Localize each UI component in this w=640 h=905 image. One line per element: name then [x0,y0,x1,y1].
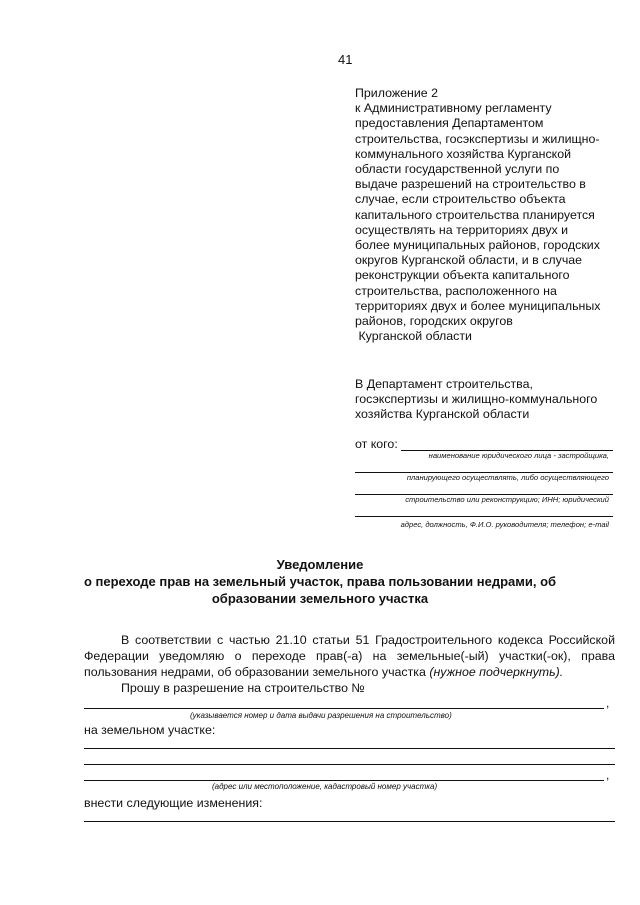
sender-hint: наименование юридического лица - застройщика, [428,451,609,460]
document-title [60,556,580,607]
comma: , [606,768,610,782]
land-plot-label: на земельном участке: [84,723,216,737]
appendix-line: реконструкции объекта капитального [355,268,570,283]
appendix-line: Приложение 2 [355,86,439,100]
sender-hint: строительство или реконструкцию; ИНН; юридический [405,495,609,504]
changes-label: внести следующие изменения: [84,796,263,810]
appendix-line: предоставления Департаментом [355,116,544,131]
appendix-line: коммунального хозяйства Курганской [355,146,572,161]
comma: , [606,696,610,710]
addressee-line: хозяйства Курганской области [355,407,530,422]
land-plot-field[interactable] [84,764,615,765]
sender-field-line[interactable] [355,462,613,473]
sender-block [355,437,613,530]
title-line: образовании земельного участка [211,591,429,606]
addressee-line: В Департамент строительства, [355,377,533,391]
appendix-line: районов, городских округов [355,314,513,329]
land-plot-field[interactable] [84,748,615,749]
sender-hint: адрес, должность, Ф.И.О. руководителя; телефон; e-mail [400,520,609,529]
addressee-block [355,377,617,423]
sender-field-line[interactable] [355,506,613,517]
permit-number-field[interactable] [84,708,604,709]
page-number: 41 [338,52,353,67]
appendix-line: строительства, расположенного на [355,283,557,298]
appendix-line: строительства, госэкспертизы и жилищно- [355,131,600,146]
appendix-line: более муниципальных районов, городских [355,238,600,253]
addressee-line: госэкспертизы и жилищно-коммунального [355,392,598,407]
notice-body [84,632,615,696]
address-hint: (адрес или местоположение, кадастровый номер участка) [212,782,438,791]
appendix-line: случае, если строительство объекта [355,192,566,207]
appendix-line: Курганской области [355,329,472,344]
appendix-line: осуществлять на территориях двух и [355,222,569,237]
notice-paragraph [84,632,615,680]
sender-field[interactable] [401,438,613,451]
notice-text: В соответствии с частью 21.10 статьи 51 Градостроительного кодекса Российской Федерации уведомляю о переходе прав(-а) на земельные(-ый) участки(-ок), права пользования недрами, об образовании земельного участка [84,633,615,679]
appendix-line: территориях двух и более муниципальных [355,298,601,313]
sender-field-line[interactable] [355,484,613,495]
title-line: о переходе прав на земельный участок, права пользовании недрами, об [83,574,557,589]
sender-hint: планирующего осуществлять, либо осуществляющего [406,473,609,482]
appendix-line: к Административному регламенту [355,101,552,116]
appendix-line: капитального строительства планируется [355,207,595,222]
title-line: Уведомление [276,557,364,572]
appendix-line: выдаче разрешений на строительство в [355,177,586,192]
changes-field[interactable] [84,821,615,822]
sender-label: от кого: [355,437,398,451]
permit-request: Прошу в разрешение на строительство № [121,681,365,695]
land-plot-field[interactable] [84,780,604,781]
notice-emphasis: (нужное подчеркнуть). [429,665,564,679]
appendix-header [355,86,617,344]
permit-hint: (указывается номер и дата выдачи разрешения на строительство) [190,711,452,720]
appendix-line: округов Курганской области, и в случае [355,253,583,268]
sender-row [355,437,613,451]
appendix-line: области государственной услуги по [355,162,560,177]
